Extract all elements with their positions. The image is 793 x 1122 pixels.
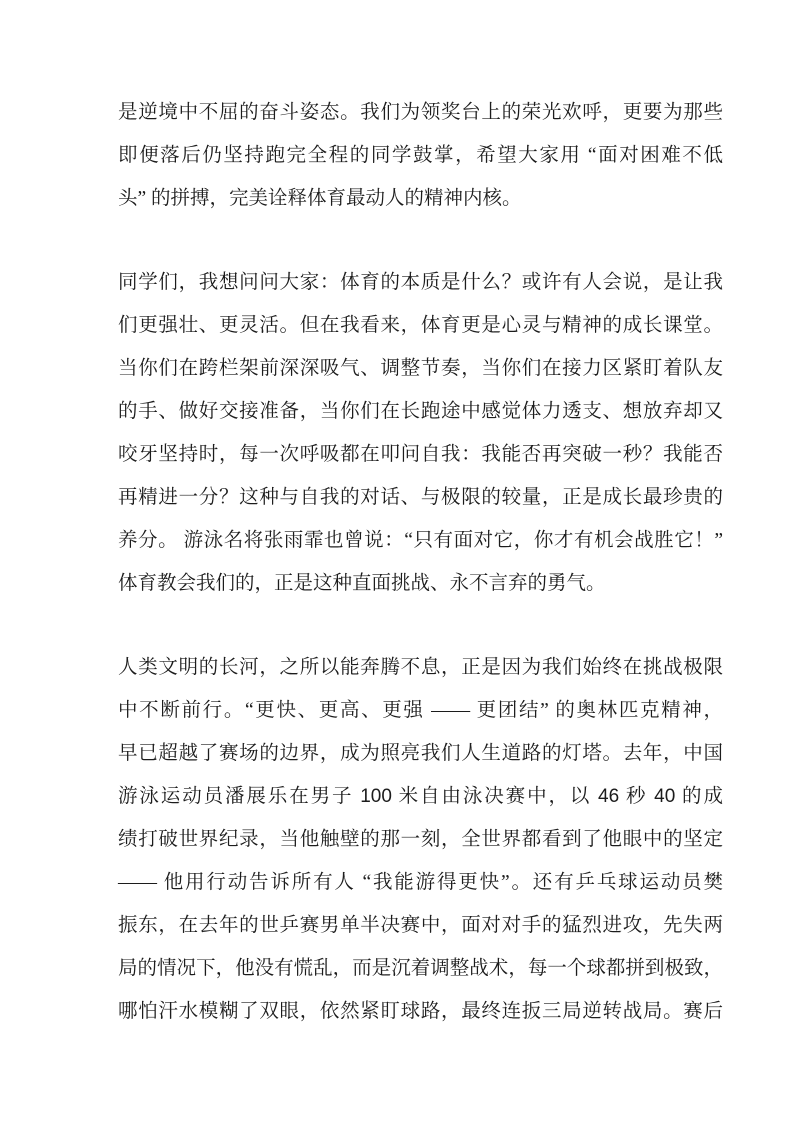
- text-line: 头” 的拼搏，完美诠释体育最动人的精神内核。: [118, 188, 522, 209]
- text-line: 的手、做好交接准备，当你们在长跑途中感觉体力透支、想放弃却又: [118, 401, 723, 422]
- latin-number: 100: [360, 786, 392, 807]
- text-line: —— 他用行动告诉所有人 “我能游得更快”。还有乒乓球运动员樊: [118, 872, 723, 893]
- text-line: 局的情况下，他没有慌乱，而是沉着调整战术，每一个球都拼到极致，: [118, 958, 723, 979]
- text-line: 哪怕汗水模糊了双眼，依然紧盯球路，最终连扳三局逆转战局。赛后: [118, 1001, 723, 1022]
- text-line: 人类文明的长河，之所以能奔腾不息，正是因为我们始终在挑战极限: [118, 657, 723, 678]
- paragraph-1: [118, 91, 723, 220]
- document-content: [118, 91, 723, 1033]
- latin-number: 46: [598, 786, 620, 807]
- paragraph-2: [118, 261, 723, 605]
- text-line: 咬牙坚持时，每一次呼吸都在叩问自我：我能否再突破一秒？我能否: [118, 444, 723, 465]
- text-line: 游泳运动员潘展乐在男子 100 米自由泳决赛中，以 46 秒 40 的成: [118, 786, 723, 807]
- text-line: 振东，在去年的世乒赛男单半决赛中，面对对手的猛烈进攻，先失两: [118, 915, 723, 936]
- text-line: 体育教会我们的，正是这种直面挑战、永不言弃的勇气。: [118, 573, 606, 594]
- text-line: 中不断前行。“更快、更高、更强 —— 更团结” 的奥林匹克精神，: [118, 700, 723, 721]
- text-line: 们更强壮、更灵活。但在我看来，体育更是心灵与精神的成长课堂。: [118, 315, 723, 336]
- text-line: 同学们，我想问问大家：体育的本质是什么？或许有人会说，是让我: [118, 272, 723, 293]
- latin-number: 40: [654, 786, 676, 807]
- paragraph-3: [118, 646, 723, 1033]
- text-line: 早已超越了赛场的边界，成为照亮我们人生道路的灯塔。去年，中国: [118, 743, 723, 764]
- text-line: 再精进一分？这种与自我的对话、与极限的较量，正是成长最珍贵的: [118, 487, 723, 508]
- text-line: 绩打破世界纪录，当他触壁的那一刻，全世界都看到了他眼中的坚定: [118, 829, 723, 850]
- text-line: 当你们在跨栏架前深深吸气、调整节奏，当你们在接力区紧盯着队友: [118, 358, 723, 379]
- text-line: 即便落后仍坚持跑完全程的同学鼓掌，希望大家用 “面对困难不低: [118, 145, 723, 166]
- text-line: 养分。 游泳名将张雨霏也曾说：“只有面对它，你才有机会战胜它！”: [118, 530, 723, 551]
- text-line: 是逆境中不屈的奋斗姿态。我们为领奖台上的荣光欢呼，更要为那些: [118, 102, 723, 123]
